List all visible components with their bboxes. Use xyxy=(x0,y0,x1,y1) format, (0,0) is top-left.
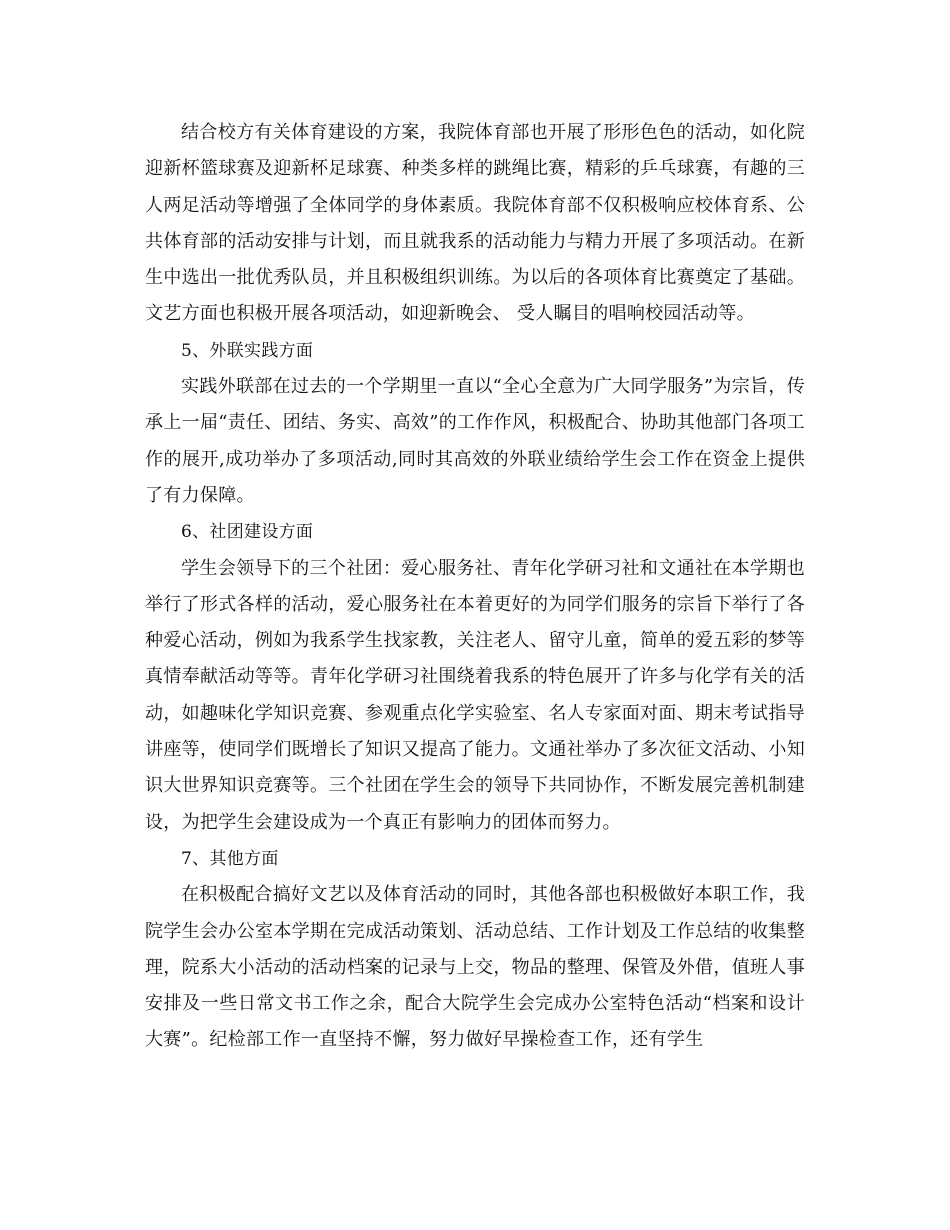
paragraph-other: 在积极配合搞好文艺以及体育活动的同时，其他各部也积极做好本职工作，我院学生会办公室本学期在完成活动策划、活动总结、工作计划及工作总结的收集整理，院系大小活动的活动档案的记录与上交，物品的整理、保管及外借，值班人事安排及一些日常文书工作之余，配合大院学生会完成办公室特色活动“档案和设计大赛”。纪检部工作一直坚持不懈，努力做好早操检查工作，还有学生 xyxy=(145,884,805,1051)
section-heading-club-building: 6、社团建设方面 xyxy=(181,522,314,543)
paragraph-sports-arts: 结合校方有关体育建设的方案，我院体育部也开展了形形色色的活动，如化院迎新杯篮球赛及迎新杯足球赛、种类多样的跳绳比赛，精彩的乒乓球赛，有趣的三人两足活动等增强了全体同学的身体素质。我院体育部不仅积极响应校体育系、公共体育部的活动安排与计划，而且就我系的活动能力与精力开展了多项活动。在新生中选出一批优秀队员，并且积极组织训练。为以后的各项体育比赛奠定了基础。文艺方面也积极开展各项活动，如迎新晚会、 受人瞩目的唱响校园活动等。 xyxy=(145,122,805,325)
document-body xyxy=(145,115,805,1059)
paragraph-club-building: 学生会领导下的三个社团：爱心服务社、青年化学研习社和文通社在本学期也举行了形式各样的活动，爱心服务社在本着更好的为同学们服务的宗旨下举行了各种爱心活动，例如为我系学生找家教，关注老人、留守儿童，简单的爱五彩的梦等真情奉献活动等等。青年化学研习社围绕着我系的特色展开了许多与化学有关的活动，如趣味化学知识竞赛、参观重点化学实验室、名人专家面对面、期末考试指导讲座等，使同学们既增长了知识又提高了能力。文通社举办了多次征文活动、小知识大世界知识竞赛等。三个社团在学生会的领导下共同协作，不断发展完善机制建设，为把学生会建设成为一个真正有影响力的团体而努力。 xyxy=(145,557,805,833)
paragraph-external-practice: 实践外联部在过去的一个学期里一直以“全心全意为广大同学服务”为宗旨，传承上一届“责任、团结、务实、高效”的工作作风，积极配合、协助其他部门各项工作的展开,成功举办了多项活动,同时其高效的外联业绩给学生会工作在资金上提供了有力保障。 xyxy=(145,376,805,506)
section-heading-external-practice: 5、外联实践方面 xyxy=(181,340,314,361)
section-heading-other: 7、其他方面 xyxy=(181,848,279,869)
